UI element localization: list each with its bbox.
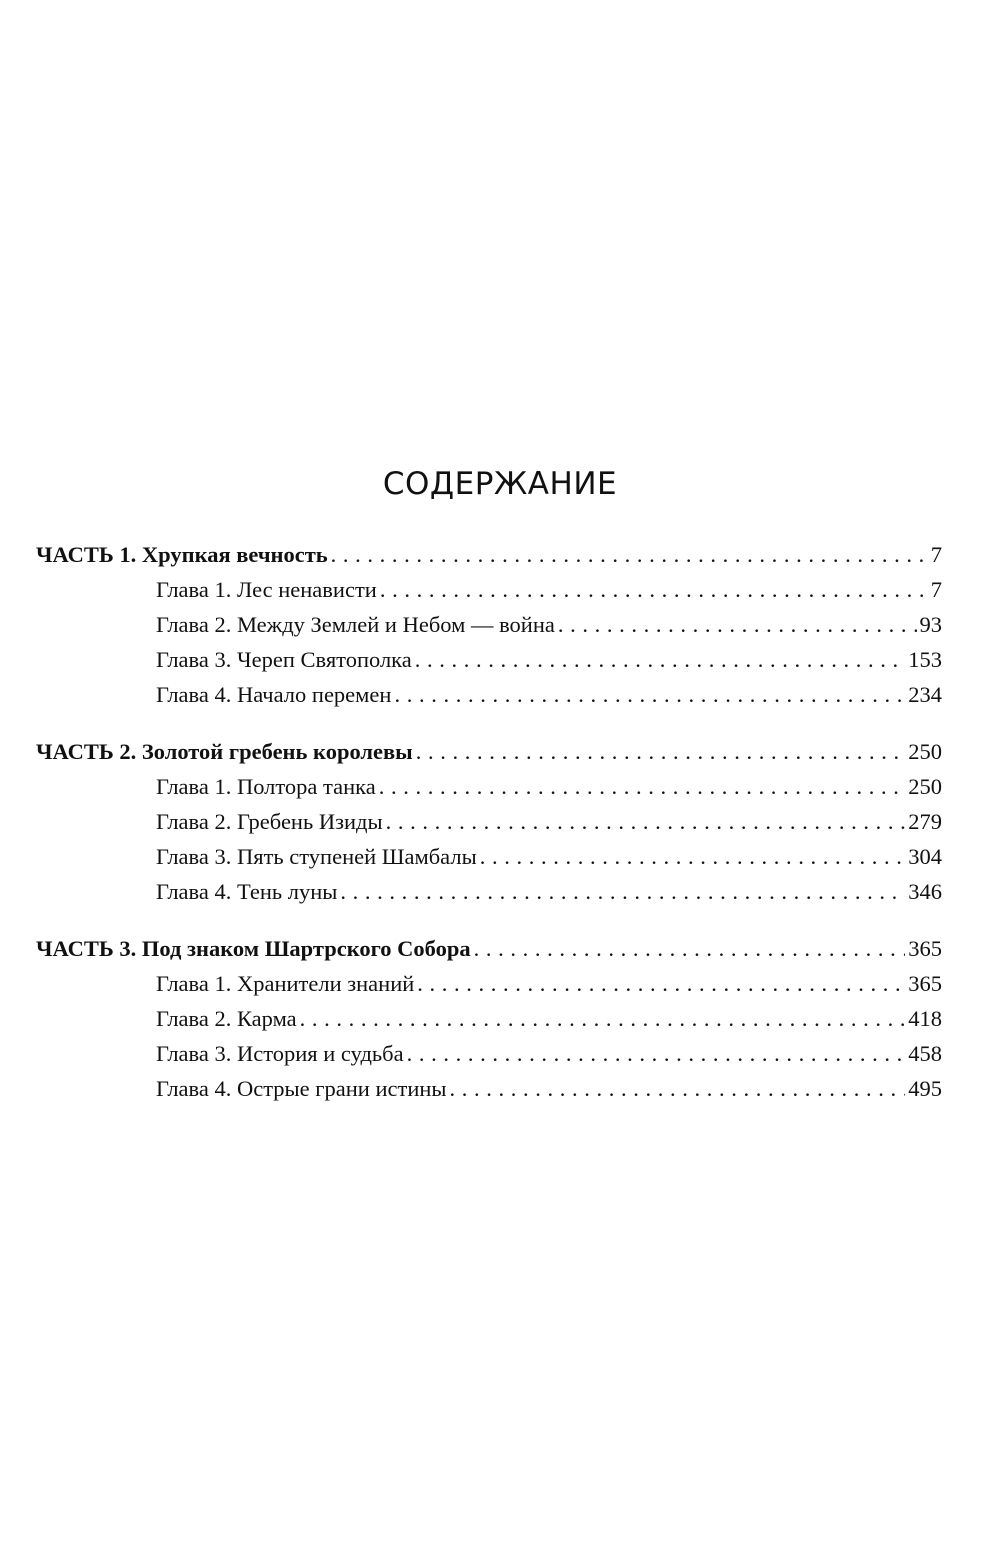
dot-leader — [379, 769, 905, 804]
dot-leader — [394, 677, 905, 712]
dot-leader — [417, 966, 905, 1001]
toc-section-part-1 — [36, 537, 942, 712]
toc-entry-label: Глава 3. История и судьба — [156, 1041, 404, 1066]
toc-entry-page-number: 153 — [908, 647, 942, 672]
toc-entry-label: Глава 2. Гребень Изиды — [156, 809, 383, 834]
toc-entry-label: Глава 4. Начало перемен — [156, 682, 392, 707]
toc-entry-chapter[interactable] — [36, 607, 942, 642]
toc-entry-page-number: 279 — [908, 809, 942, 834]
toc-entry-chapter[interactable] — [36, 1001, 942, 1036]
dot-leader — [380, 572, 928, 607]
toc-entry-part-2[interactable] — [36, 734, 942, 769]
toc-entry-page-number: 234 — [908, 682, 942, 707]
toc-entry-part-3[interactable] — [36, 931, 942, 966]
table-of-contents — [36, 537, 942, 1128]
toc-entry-label: Глава 4. Тень луны — [156, 879, 338, 904]
toc-entry-chapter[interactable] — [36, 1036, 942, 1071]
page-title: СОДЕРЖАНИЕ — [382, 466, 618, 502]
toc-entry-label: Глава 3. Череп Святополка — [156, 647, 412, 672]
toc-entry-page-number: 93 — [919, 612, 942, 637]
toc-section-part-3 — [36, 931, 942, 1106]
dot-leader — [480, 839, 906, 874]
toc-entry-chapter[interactable] — [36, 839, 942, 874]
dot-leader — [416, 734, 905, 769]
toc-entry-page-number: 365 — [908, 936, 942, 961]
toc-entry-chapter[interactable] — [36, 642, 942, 677]
dot-leader — [558, 607, 917, 642]
toc-entry-label: Глава 1. Полтора танка — [156, 774, 376, 799]
toc-entry-page-number: 7 — [930, 577, 942, 602]
toc-entry-page-number: 458 — [908, 1041, 942, 1066]
toc-entry-chapter[interactable] — [36, 966, 942, 1001]
toc-entry-chapter[interactable] — [36, 1071, 942, 1106]
toc-entry-label: ЧАСТЬ 3. Под знаком Шартрского Собора — [36, 936, 471, 961]
toc-section-part-2 — [36, 734, 942, 909]
dot-leader — [386, 804, 906, 839]
toc-entry-chapter[interactable] — [36, 804, 942, 839]
dot-leader — [407, 1036, 906, 1071]
toc-entry-page-number: 346 — [908, 879, 942, 904]
toc-entry-page-number: 250 — [908, 774, 942, 799]
toc-entry-label: Глава 2. Карма — [156, 1006, 297, 1031]
dot-leader — [340, 874, 905, 909]
toc-entry-label: Глава 4. Острые грани истины — [156, 1076, 447, 1101]
toc-entry-page-number: 7 — [930, 542, 942, 567]
toc-entry-label: Глава 1. Хранители знаний — [156, 971, 415, 996]
dot-leader — [474, 931, 906, 966]
toc-entry-chapter[interactable] — [36, 874, 942, 909]
toc-entry-page-number: 418 — [908, 1006, 942, 1031]
toc-entry-chapter[interactable] — [36, 677, 942, 712]
toc-entry-page-number: 304 — [908, 844, 942, 869]
toc-entry-label: Глава 2. Между Землей и Небом — война — [156, 612, 555, 637]
toc-entry-page-number: 495 — [908, 1076, 942, 1101]
toc-entry-chapter[interactable] — [36, 572, 942, 607]
dot-leader — [450, 1071, 906, 1106]
dot-leader — [415, 642, 905, 677]
toc-entry-label: Глава 1. Лес ненависти — [156, 577, 377, 602]
toc-entry-page-number: 365 — [908, 971, 942, 996]
toc-entry-chapter[interactable] — [36, 769, 942, 804]
toc-entry-label: ЧАСТЬ 2. Золотой гребень королевы — [36, 739, 413, 764]
toc-entry-label: Глава 3. Пять ступеней Шамбалы — [156, 844, 477, 869]
toc-entry-page-number: 250 — [908, 739, 942, 764]
toc-entry-part-1[interactable] — [36, 537, 942, 572]
dot-leader — [300, 1001, 906, 1036]
dot-leader — [331, 537, 928, 572]
toc-entry-label: ЧАСТЬ 1. Хрупкая вечность — [36, 542, 328, 567]
